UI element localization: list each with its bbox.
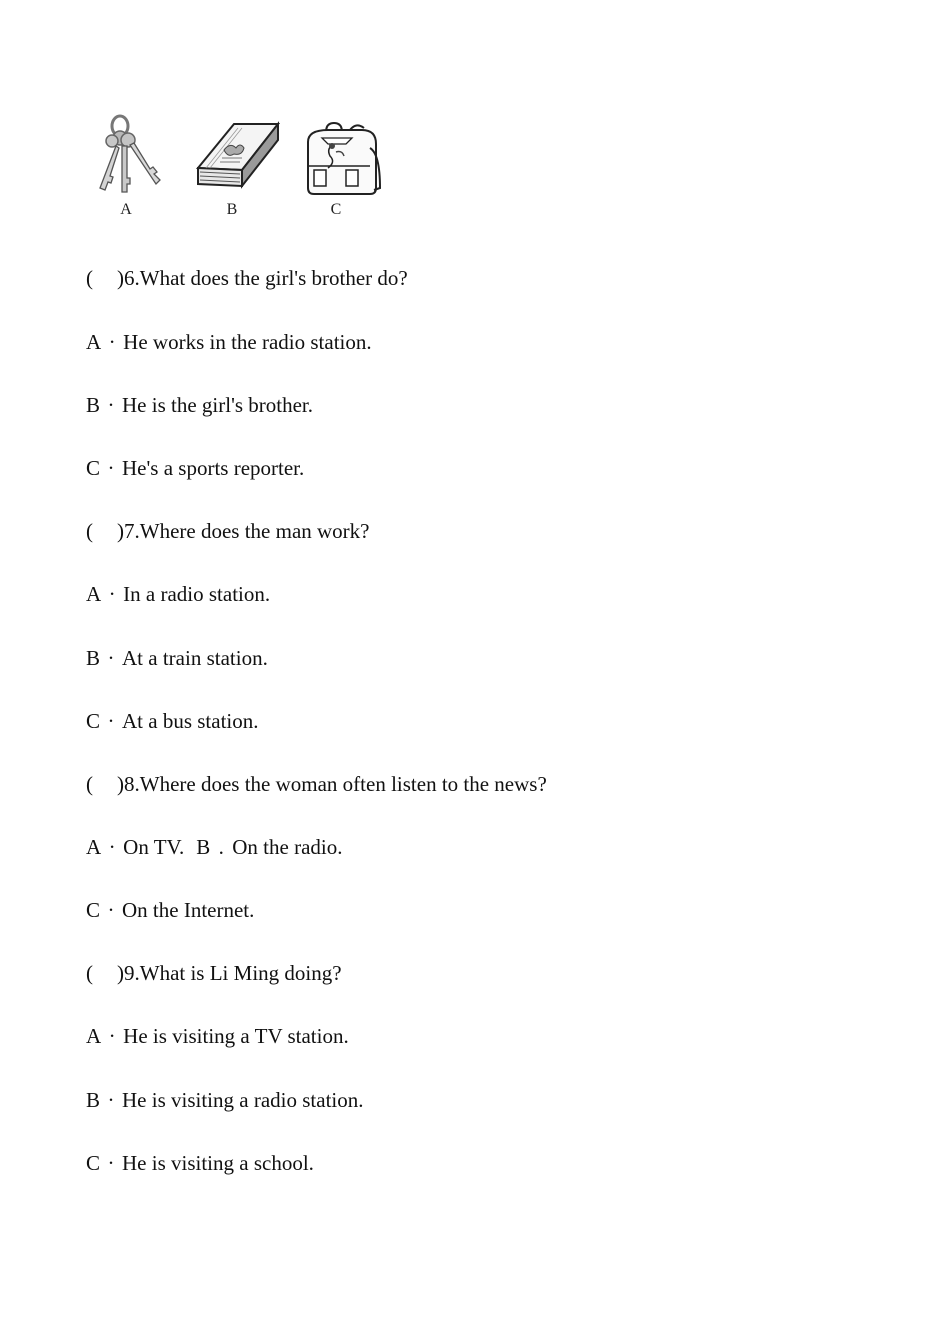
picture-label-b: B: [226, 201, 238, 218]
answer-blank[interactable]: (: [86, 772, 93, 796]
question-6: ( )6.What does the girl's brother do?: [86, 266, 408, 290]
picture-label-c: C: [330, 201, 342, 218]
question-text: Where does the man work?: [139, 519, 370, 543]
option-8ab: A · On TV. B . On the radio.: [86, 835, 343, 859]
option-6b: B · He is the girl's brother.: [86, 393, 314, 417]
question-number: 9.: [124, 961, 140, 985]
question-8: ( )8.Where does the woman often listen to the news?: [86, 772, 547, 796]
question-7: ( )7.Where does the man work?: [86, 519, 370, 543]
question-number: 6.: [124, 266, 140, 290]
picture-c: [300, 122, 382, 198]
question-9: ( )9.What is Li Ming doing?: [86, 961, 342, 985]
book-icon: [194, 120, 280, 192]
option-7c: C · At a bus station.: [86, 709, 259, 733]
option-9c: C · He is visiting a school.: [86, 1151, 314, 1175]
answer-blank[interactable]: (: [86, 961, 93, 985]
answer-blank[interactable]: (: [86, 519, 93, 543]
question-text: What does the girl's brother do?: [139, 266, 408, 290]
option-9b: B · He is visiting a radio station.: [86, 1088, 364, 1112]
option-7b: B · At a train station.: [86, 646, 268, 670]
picture-b: [194, 120, 280, 192]
question-text: Where does the woman often listen to the news?: [139, 772, 547, 796]
option-9a: A · He is visiting a TV station.: [86, 1024, 349, 1048]
option-6c: C · He's a sports reporter.: [86, 456, 305, 480]
option-7a: A · In a radio station.: [86, 582, 271, 606]
keys-icon: [86, 110, 166, 198]
answer-blank[interactable]: (: [86, 266, 93, 290]
question-text: What is Li Ming doing?: [139, 961, 342, 985]
picture-a: [86, 110, 166, 198]
option-6a: A · He works in the radio station.: [86, 330, 372, 354]
backpack-icon: [300, 122, 382, 198]
question-number: 8.: [124, 772, 140, 796]
picture-options: [86, 110, 396, 225]
question-number: 7.: [124, 519, 140, 543]
option-8c: C · On the Internet.: [86, 898, 255, 922]
picture-label-a: A: [120, 201, 132, 218]
